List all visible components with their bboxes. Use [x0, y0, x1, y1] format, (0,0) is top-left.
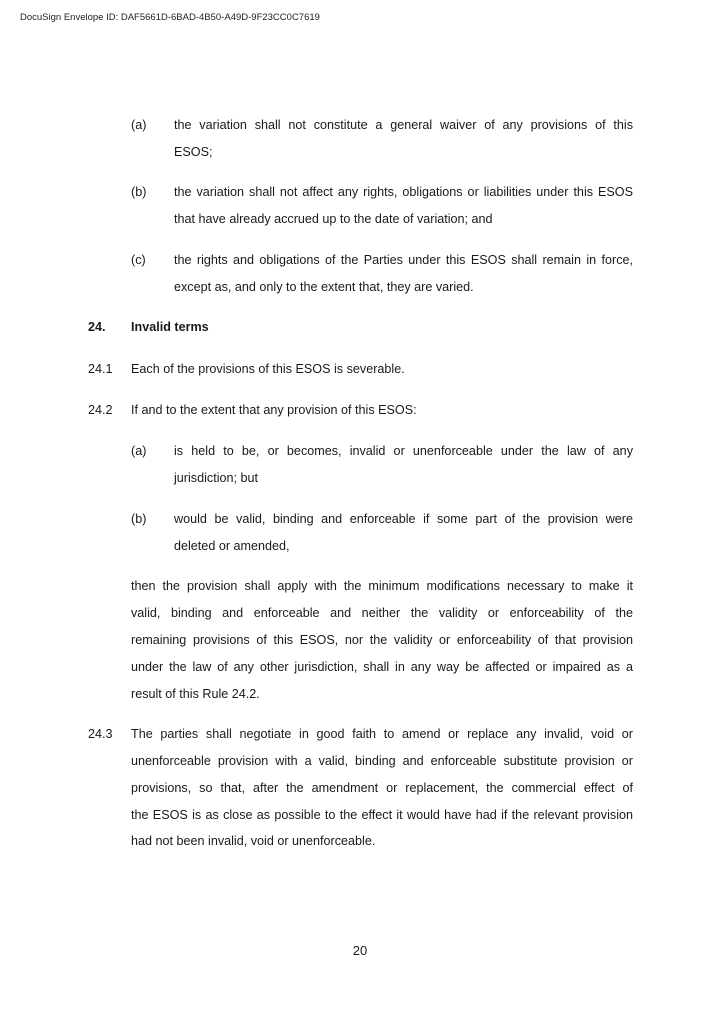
- continuation-line: under the law of any other jurisdiction, shall in any way be affected or impaired as a: [131, 660, 633, 674]
- clause-text-line: the ESOS is as close as possible to the effect it would have had if the relevant provision: [131, 808, 633, 822]
- item-label: (a): [131, 444, 147, 458]
- item-label: (a): [131, 118, 147, 132]
- clause-text-line: unenforceable provision with a valid, binding and enforceable substitute provision or: [131, 754, 633, 768]
- item-text-line: deleted or amended,: [174, 539, 290, 553]
- continuation-line: valid, binding and enforceable and neither the validity or enforceability of the: [131, 606, 633, 620]
- page-number: 20: [352, 943, 368, 958]
- section-title: Invalid terms: [131, 320, 209, 334]
- clause-text-line: provisions, so that, after the amendment or replacement, the commercial effect of: [131, 781, 633, 795]
- continuation-line: remaining provisions of this ESOS, nor the validity or enforceability of that provision: [131, 633, 633, 647]
- item-text-line: ESOS;: [174, 145, 213, 159]
- item-text-line: would be valid, binding and enforceable if some part of the provision were: [174, 512, 633, 526]
- item-text-line: except as, and only to the extent that, they are varied.: [174, 280, 474, 294]
- clause-text: Each of the provisions of this ESOS is severable.: [131, 362, 405, 376]
- continuation-line: result of this Rule 24.2.: [131, 687, 260, 701]
- clause-text-line: had not been invalid, void or unenforceable.: [131, 834, 376, 848]
- item-text-line: the variation shall not constitute a general waiver of any provisions of this: [174, 118, 633, 132]
- clause-number: 24.3: [88, 727, 113, 741]
- item-text-line: the rights and obligations of the Parties under this ESOS shall remain in force,: [174, 253, 633, 267]
- clause-text: If and to the extent that any provision of this ESOS:: [131, 403, 417, 417]
- item-label: (c): [131, 253, 146, 267]
- clause-text-line: The parties shall negotiate in good faith to amend or replace any invalid, void or: [131, 727, 633, 741]
- item-label: (b): [131, 512, 147, 526]
- item-text-line: the variation shall not affect any rights, obligations or liabilities under this ESOS: [174, 185, 633, 199]
- item-text-line: is held to be, or becomes, invalid or unenforceable under the law of any: [174, 444, 633, 458]
- docusign-envelope-id: DocuSign Envelope ID: DAF5661D-6BAD-4B50-A49D-9F23CC0C7619: [20, 12, 320, 23]
- item-text-line: that have already accrued up to the date of variation; and: [174, 212, 493, 226]
- clause-number: 24.1: [88, 362, 113, 376]
- clause-number: 24.2: [88, 403, 113, 417]
- continuation-line: then the provision shall apply with the minimum modifications necessary to make it: [131, 579, 633, 593]
- section-number: 24.: [88, 320, 106, 334]
- item-label: (b): [131, 185, 147, 199]
- item-text-line: jurisdiction; but: [174, 471, 258, 485]
